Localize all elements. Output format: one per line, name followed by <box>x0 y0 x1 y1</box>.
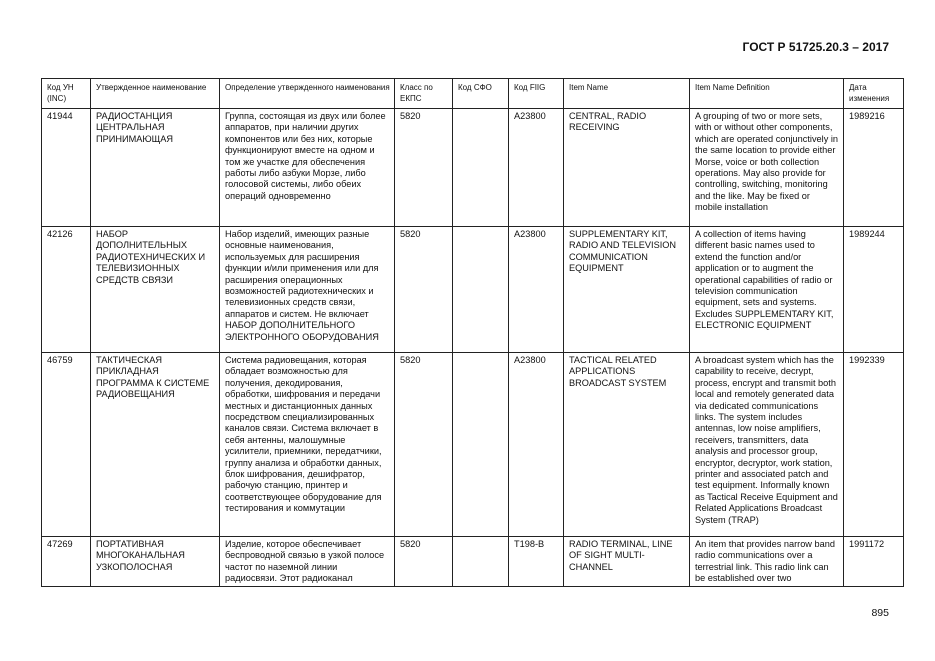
cell-item-name: TACTICAL RELATED APPLICATIONS BROADCAST SYSTEM <box>564 353 690 537</box>
cell-inc: 46759 <box>42 353 91 537</box>
cell-item-name: RADIO TERMINAL, LINE OF SIGHT MULTI-CHANNEL <box>564 537 690 587</box>
cell-item-name: SUPPLEMENTARY KIT, RADIO AND TELEVISION COMMUNICATION EQUIPMENT <box>564 227 690 353</box>
cell-item-name: CENTRAL, RADIO RECEIVING <box>564 109 690 227</box>
col-header-item-name: Item Name <box>564 79 690 109</box>
col-header-item-def: Item Name Definition <box>690 79 844 109</box>
cell-inc: 42126 <box>42 227 91 353</box>
cell-definition: Набор изделий, имеющих разные основные наименования, используемых для расширения функции и/или применения или для расширения операционных возможностей радиотехнических и телевизионных средств связи, аппаратов и систем. Не включает НАБОР ДОПОЛНИТЕЛЬНОГО ЭЛЕКТРОННОГО ОБОРУДОВАНИЯ <box>220 227 395 353</box>
header-row <box>42 79 904 109</box>
cell-inc: 47269 <box>42 537 91 587</box>
cell-item-def: An item that provides narrow band radio communications over a terrestrial link. This radio link can be established over two <box>690 537 844 587</box>
cell-sfo <box>453 537 509 587</box>
cell-item-def: A broadcast system which has the capability to receive, decrypt, process, encrypt and transmit both local and remotely generated data via dedicated communications links. The system includes antennas, low noise amplifiers, receivers, transmitters, data analysis and processor group, encryptor, decryptor, work station, printer and associated patch and test equipment. Informally known as Tactical Receive Equipment and Related Applications Broadcast System (TRAP) <box>690 353 844 537</box>
col-header-date: Дата изменения <box>844 79 904 109</box>
cell-sfo <box>453 353 509 537</box>
cell-class: 5820 <box>395 109 453 227</box>
cell-definition: Система радиовещания, которая обладает возможностью для получения, декодирования, обработки, шифрования и передачи местных и дистанционных данных посредством специализированных каналов связи. Система включает в себя антенны, малошумные усилители, приемники, передатчики, группу анализа и обработки данных, блок шифрования, дешифратор, рабочую станцию, принтер и соответствующее оборудование для тестирования и коммутации <box>220 353 395 537</box>
table-row <box>42 353 904 537</box>
page-number: 895 <box>871 607 889 619</box>
table-row <box>42 227 904 353</box>
cell-inc: 41944 <box>42 109 91 227</box>
cell-item-def: A grouping of two or more sets, with or without other components, which are operated conjunctively in the same location to provide either Morse, voice or both collection operations. May also provide for controlling, switching, monitoring and the like. May be fixed or mobile installation <box>690 109 844 227</box>
spec-table <box>41 78 904 587</box>
cell-item-def: A collection of items having different basic names used to extend the function and/or application or to augment the operational capabilities of radio or television communication equipment, sets and systems. Excludes SUPPLEMENTARY KIT, ELECTRONIC EQUIPMENT <box>690 227 844 353</box>
col-header-sfo: Код СФО <box>453 79 509 109</box>
cell-fiig: A23800 <box>509 227 564 353</box>
col-header-fiig: Код FIIG <box>509 79 564 109</box>
cell-sfo <box>453 227 509 353</box>
cell-class: 5820 <box>395 353 453 537</box>
table-row <box>42 537 904 587</box>
cell-name: РАДИОСТАНЦИЯ ЦЕНТРАЛЬНАЯ ПРИНИМАЮЩАЯ <box>91 109 220 227</box>
cell-fiig: T198-B <box>509 537 564 587</box>
cell-fiig: A23800 <box>509 109 564 227</box>
standard-header: ГОСТ Р 51725.20.3 – 2017 <box>742 40 889 54</box>
col-header-definition: Определение утвержденного наименования <box>220 79 395 109</box>
col-header-class: Класс по ЕКПС <box>395 79 453 109</box>
table-row <box>42 109 904 227</box>
cell-name: ПОРТАТИВНАЯ МНОГОКАНАЛЬНАЯ УЗКОПОЛОСНАЯ <box>91 537 220 587</box>
cell-name: ТАКТИЧЕСКАЯ ПРИКЛАДНАЯ ПРОГРАММА К СИСТЕМЕ РАДИОВЕЩАНИЯ <box>91 353 220 537</box>
cell-class: 5820 <box>395 227 453 353</box>
cell-definition: Группа, состоящая из двух или более аппаратов, при наличии других компонентов или без них, которые функционируют вместе на одном и том же участке для обеспечения работы либо азбуки Морзе, либо голосовой системы, либо обеих операций одновременно <box>220 109 395 227</box>
col-header-name: Утвержденное наименование <box>91 79 220 109</box>
cell-name: НАБОР ДОПОЛНИТЕЛЬНЫХ РАДИОТЕХНИЧЕСКИХ И ТЕЛЕВИЗИОННЫХ СРЕДСТВ СВЯЗИ <box>91 227 220 353</box>
col-header-inc: Код УН (INC) <box>42 79 91 109</box>
cell-date: 1989216 <box>844 109 904 227</box>
cell-date: 1989244 <box>844 227 904 353</box>
cell-sfo <box>453 109 509 227</box>
cell-date: 1992339 <box>844 353 904 537</box>
cell-class: 5820 <box>395 537 453 587</box>
cell-definition: Изделие, которое обеспечивает беспроводной связью в узкой полосе частот по наземной линии радиосвязи. Этот радиоканал <box>220 537 395 587</box>
cell-date: 1991172 <box>844 537 904 587</box>
cell-fiig: A23800 <box>509 353 564 537</box>
